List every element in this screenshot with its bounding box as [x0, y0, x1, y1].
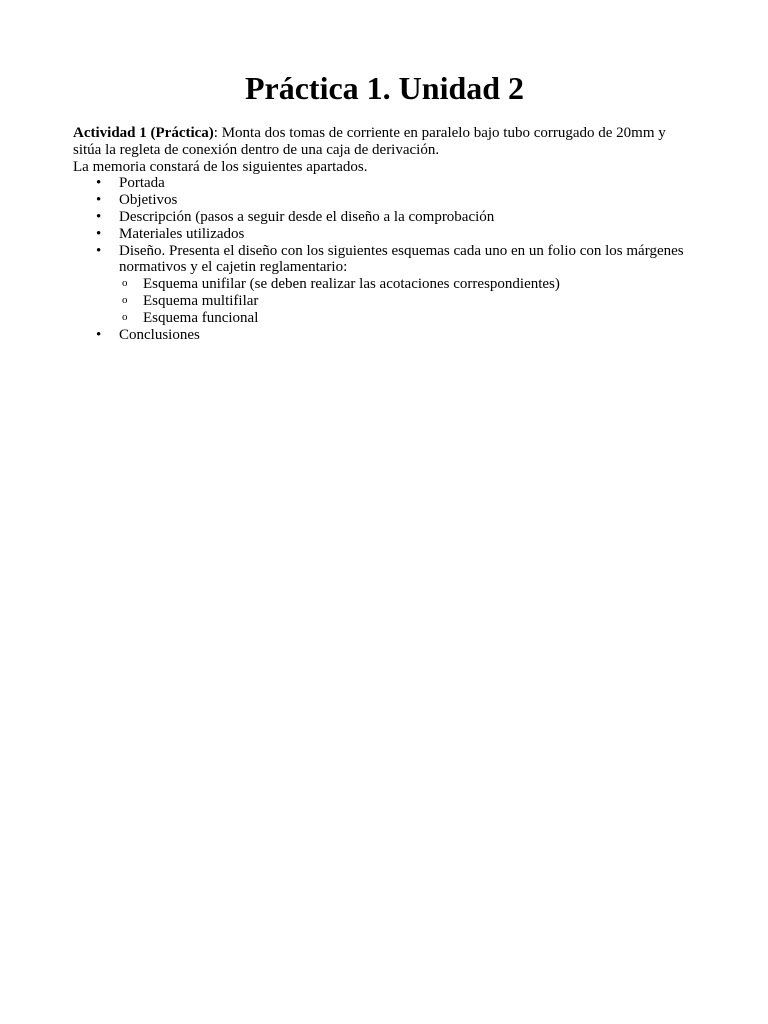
sub-list-item — [119, 276, 696, 293]
list-item — [73, 209, 696, 226]
list-item-text: Conclusiones — [119, 326, 200, 343]
bullet-icon: • — [96, 175, 102, 192]
bullet-icon: • — [96, 326, 102, 343]
list-item-text: Diseño. Presenta el diseño con los siguientes esquemas cada uno en un folio con los márgenes normativos y el cajetin reglamentario: — [119, 242, 684, 276]
memory-intro: La memoria constará de los siguientes apartados. — [73, 158, 368, 175]
list-item-text: Materiales utilizados — [119, 225, 245, 242]
sub-list-item-text: Esquema unifilar (se deben realizar las acotaciones correspondientes) — [143, 276, 560, 293]
diagrams-sublist — [119, 276, 696, 326]
bullet-icon: • — [96, 225, 102, 242]
sub-list-item-text: Esquema funcional — [143, 309, 259, 326]
activity-label: Actividad 1 (Práctica) — [73, 125, 214, 141]
bullet-icon: • — [96, 242, 102, 259]
sub-list-item — [119, 293, 696, 310]
list-item — [73, 243, 696, 327]
circle-bullet-icon: o — [122, 293, 128, 306]
sections-list — [73, 175, 696, 343]
bullet-icon: • — [96, 192, 102, 209]
list-item — [73, 175, 696, 192]
document-title: Práctica 1. Unidad 2 — [244, 70, 525, 106]
document-body — [73, 125, 696, 343]
list-item — [73, 192, 696, 209]
circle-bullet-icon: o — [122, 277, 128, 290]
activity-paragraph — [73, 125, 696, 159]
list-item-text: Descripción (pasos a seguir desde el diseño a la comprobación — [119, 208, 495, 225]
sub-list-item — [119, 310, 696, 327]
list-item — [73, 226, 696, 243]
list-item-text: Portada — [119, 175, 165, 192]
circle-bullet-icon: o — [122, 310, 128, 323]
list-item-text: Objetivos — [119, 192, 178, 209]
list-item — [73, 327, 696, 344]
sub-list-item-text: Esquema multifilar — [143, 292, 259, 309]
activity-text: : Monta dos tomas de corriente en paralelo bajo tubo corrugado de 20mm y sitúa la regleta de conexión dentro de una caja de derivación. — [73, 125, 666, 158]
bullet-icon: • — [96, 208, 102, 225]
